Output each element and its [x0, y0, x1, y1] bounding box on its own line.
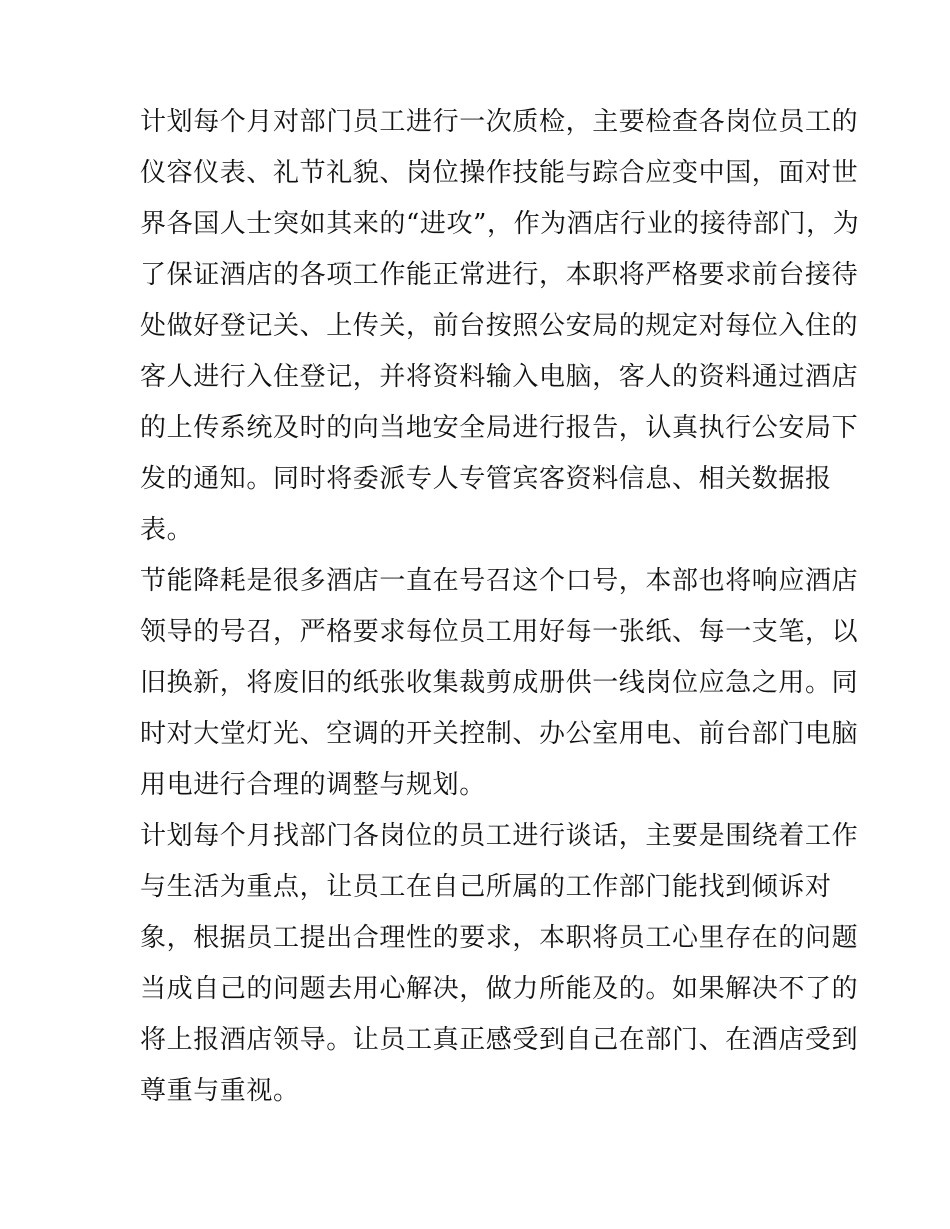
- paragraph-3-line: 与生活为重点，让员工在自己所属的工作部门能找到倾诉对: [140, 872, 832, 902]
- paragraph-1-line: 表。: [140, 515, 194, 545]
- paragraph-3-line: 象，根据员工提出合理性的要求，本职将员工心里存在的问题: [140, 923, 859, 953]
- paragraph-1-line: 的上传系统及时的向当地安全局进行报告，认真执行公安局下: [140, 413, 859, 443]
- paragraph-3-line: 当成自己的问题去用心解决，做力所能及的。如果解决不了的: [140, 974, 859, 1004]
- paragraph-1-line: 界各国人士突如其来的“进攻”，作为酒店行业的接待部门，为: [140, 209, 860, 239]
- paragraph-2-line: 节能降耗是很多酒店一直在号召这个口号，本部也将响应酒店: [140, 566, 859, 596]
- paragraph-3-line: 尊重与重视。: [140, 1076, 300, 1106]
- paragraph-3-line: 计划每个月找部门各岗位的员工进行谈话，主要是围绕着工作: [140, 821, 859, 851]
- paragraph-1-line: 客人进行入住登记，并将资料输入电脑，客人的资料通过酒店: [140, 362, 859, 392]
- paragraph-1-line: 仪容仪表、礼节礼貌、岗位操作技能与踪合应变中国，面对世: [140, 158, 859, 188]
- paragraph-2-line: 时对大堂灯光、空调的开关控制、办公室用电、前台部门电脑: [140, 719, 859, 749]
- paragraph-3-line: 将上报酒店领导。让员工真正感受到自己在部门、在酒店受到: [140, 1025, 859, 1055]
- paragraph-2-line: 旧换新，将废旧的纸张收集裁剪成册供一线岗位应急之用。同: [140, 668, 859, 698]
- paragraph-1-line: 计划每个月对部门员工进行一次质检，主要检查各岗位员工的: [140, 107, 859, 137]
- paragraph-2-line: 领导的号召，严格要求每位员工用好每一张纸、每一支笔，以: [140, 617, 859, 647]
- paragraph-1-line: 了保证酒店的各项工作能正常进行，本职将严格要求前台接待: [140, 260, 859, 290]
- paragraph-2-line: 用电进行合理的调整与规划。: [140, 770, 486, 800]
- paragraph-1-line: 发的通知。同时将委派专人专管宾客资料信息、相关数据报: [140, 464, 832, 494]
- paragraph-1-line: 处做好登记关、上传关，前台按照公安局的规定对每位入住的: [140, 311, 859, 341]
